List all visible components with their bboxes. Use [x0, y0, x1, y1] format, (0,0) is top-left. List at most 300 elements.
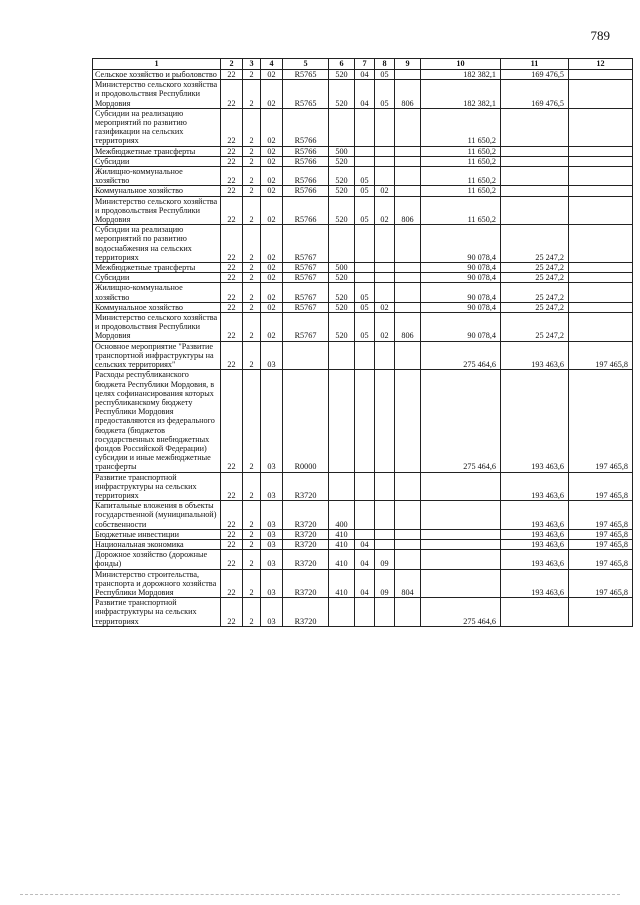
- cell-col-12: [569, 146, 633, 156]
- cell-col-8: [375, 341, 395, 370]
- cell-col-6: 410: [329, 539, 355, 549]
- cell-col-2: 22: [221, 108, 243, 146]
- cell-col-8: [375, 598, 395, 627]
- cell-col-8: 02: [375, 302, 395, 312]
- row-name-cell: Министерство сельского хозяйства и продовольствия Республики Мордовия: [93, 196, 221, 225]
- cell-col-7: 04: [355, 550, 375, 569]
- cell-col-6: 520: [329, 283, 355, 302]
- cell-col-2: 22: [221, 501, 243, 530]
- cell-col-7: [355, 156, 375, 166]
- cell-col-5: R3720: [283, 529, 329, 539]
- cell-col-9: [395, 283, 421, 302]
- cell-col-4: 03: [261, 539, 283, 549]
- cell-col-4: 02: [261, 313, 283, 342]
- cell-col-7: 05: [355, 302, 375, 312]
- cell-col-10: [421, 501, 501, 530]
- cell-col-12: 197 465,8: [569, 472, 633, 501]
- cell-col-5: R3720: [283, 550, 329, 569]
- column-header-6: 6: [329, 59, 355, 70]
- cell-col-10: 11 650,2: [421, 186, 501, 196]
- cell-col-5: R5766: [283, 108, 329, 146]
- cell-col-10: 182 382,1: [421, 70, 501, 80]
- cell-col-12: [569, 273, 633, 283]
- column-header-12: 12: [569, 59, 633, 70]
- cell-col-9: [395, 598, 421, 627]
- cell-col-3: 2: [243, 598, 261, 627]
- cell-col-12: [569, 186, 633, 196]
- cell-col-3: 2: [243, 283, 261, 302]
- cell-col-4: 02: [261, 225, 283, 263]
- table-row: [93, 108, 633, 146]
- cell-col-9: [395, 501, 421, 530]
- cell-col-8: [375, 146, 395, 156]
- cell-col-2: 22: [221, 146, 243, 156]
- cell-col-11: [501, 598, 569, 627]
- cell-col-4: 02: [261, 273, 283, 283]
- cell-col-10: [421, 550, 501, 569]
- cell-col-9: [395, 108, 421, 146]
- cell-col-7: [355, 263, 375, 273]
- cell-col-8: [375, 273, 395, 283]
- cell-col-11: 25 247,2: [501, 313, 569, 342]
- table-row: [93, 70, 633, 80]
- cell-col-10: [421, 529, 501, 539]
- cell-col-4: 02: [261, 302, 283, 312]
- cell-col-2: 22: [221, 529, 243, 539]
- cell-col-3: 2: [243, 529, 261, 539]
- cell-col-6: 520: [329, 302, 355, 312]
- row-name-cell: Субсидии на реализацию мероприятий по развитию газификации на сельских территориях: [93, 108, 221, 146]
- cell-col-7: 05: [355, 283, 375, 302]
- cell-col-9: [395, 273, 421, 283]
- cell-col-10: 275 464,6: [421, 341, 501, 370]
- cell-col-5: R3720: [283, 472, 329, 501]
- cell-col-3: 2: [243, 196, 261, 225]
- cell-col-11: 193 463,6: [501, 472, 569, 501]
- cell-col-10: [421, 569, 501, 598]
- cell-col-7: 04: [355, 569, 375, 598]
- cell-col-9: 806: [395, 313, 421, 342]
- header-row: [93, 59, 633, 70]
- cell-col-6: 520: [329, 313, 355, 342]
- page-number: 789: [590, 28, 610, 43]
- cell-col-5: R5767: [283, 283, 329, 302]
- cell-col-10: 90 078,4: [421, 263, 501, 273]
- cell-col-10: 11 650,2: [421, 167, 501, 186]
- cell-col-8: [375, 529, 395, 539]
- table-row: [93, 313, 633, 342]
- row-name-cell: Субсидии: [93, 273, 221, 283]
- row-name-cell: Министерство строительства, транспорта и дорожного хозяйства Республики Мордовия: [93, 569, 221, 598]
- cell-col-6: 400: [329, 501, 355, 530]
- cell-col-9: 806: [395, 196, 421, 225]
- cell-col-9: [395, 70, 421, 80]
- cell-col-11: 25 247,2: [501, 273, 569, 283]
- table-row: [93, 167, 633, 186]
- cell-col-9: [395, 146, 421, 156]
- cell-col-7: [355, 108, 375, 146]
- cell-col-3: 2: [243, 263, 261, 273]
- cell-col-7: [355, 370, 375, 472]
- cell-col-2: 22: [221, 302, 243, 312]
- cell-col-12: [569, 225, 633, 263]
- cell-col-9: 804: [395, 569, 421, 598]
- cell-col-4: 02: [261, 108, 283, 146]
- cell-col-11: 193 463,6: [501, 501, 569, 530]
- cell-col-3: 2: [243, 80, 261, 109]
- cell-col-8: 05: [375, 80, 395, 109]
- table-row: [93, 501, 633, 530]
- cell-col-3: 2: [243, 273, 261, 283]
- cell-col-3: 2: [243, 225, 261, 263]
- cell-col-4: 02: [261, 283, 283, 302]
- cell-col-6: 520: [329, 167, 355, 186]
- cell-col-7: 05: [355, 167, 375, 186]
- cell-col-11: 25 247,2: [501, 302, 569, 312]
- cell-col-10: 182 382,1: [421, 80, 501, 109]
- cell-col-12: 197 465,8: [569, 341, 633, 370]
- table-row: [93, 156, 633, 166]
- cell-col-6: 500: [329, 263, 355, 273]
- cell-col-9: [395, 302, 421, 312]
- cell-col-11: 25 247,2: [501, 225, 569, 263]
- cell-col-2: 22: [221, 569, 243, 598]
- cell-col-10: 90 078,4: [421, 283, 501, 302]
- cell-col-10: 90 078,4: [421, 273, 501, 283]
- cell-col-7: 04: [355, 80, 375, 109]
- cell-col-4: 03: [261, 569, 283, 598]
- cell-col-5: R5766: [283, 167, 329, 186]
- cell-col-6: 520: [329, 273, 355, 283]
- cell-col-12: 197 465,8: [569, 550, 633, 569]
- cell-col-9: [395, 156, 421, 166]
- cell-col-6: 520: [329, 70, 355, 80]
- cell-col-10: 11 650,2: [421, 146, 501, 156]
- cell-col-8: 09: [375, 569, 395, 598]
- cell-col-7: 04: [355, 539, 375, 549]
- cell-col-9: [395, 167, 421, 186]
- cell-col-8: [375, 283, 395, 302]
- cell-col-5: R5765: [283, 70, 329, 80]
- cell-col-9: [395, 186, 421, 196]
- cell-col-6: 520: [329, 186, 355, 196]
- cell-col-4: 02: [261, 167, 283, 186]
- cell-col-7: [355, 529, 375, 539]
- cell-col-11: 193 463,6: [501, 539, 569, 549]
- cell-col-5: R3720: [283, 539, 329, 549]
- cell-col-5: R5767: [283, 263, 329, 273]
- column-header-8: 8: [375, 59, 395, 70]
- cell-col-7: [355, 472, 375, 501]
- table-row: [93, 472, 633, 501]
- cell-col-8: 05: [375, 70, 395, 80]
- cell-col-6: 520: [329, 80, 355, 109]
- cell-col-8: 09: [375, 550, 395, 569]
- row-name-cell: Основное мероприятие "Развитие транспортной инфраструктуры на сельских территориях": [93, 341, 221, 370]
- cell-col-6: 410: [329, 550, 355, 569]
- cell-col-6: [329, 108, 355, 146]
- cell-col-2: 22: [221, 313, 243, 342]
- cell-col-12: [569, 156, 633, 166]
- cell-col-9: [395, 529, 421, 539]
- cell-col-4: 02: [261, 156, 283, 166]
- cell-col-6: [329, 341, 355, 370]
- cell-col-5: R5766: [283, 196, 329, 225]
- cell-col-5: R5766: [283, 156, 329, 166]
- row-name-cell: Развитие транспортной инфраструктуры на сельских территориях: [93, 472, 221, 501]
- cell-col-11: 193 463,6: [501, 550, 569, 569]
- cell-col-3: 2: [243, 539, 261, 549]
- table-row: [93, 80, 633, 109]
- row-name-cell: Расходы республиканского бюджета Республики Мордовия, в целях софинансирования которых республиканскому бюджету Республики Мордовия предоставляются из федерального бюджета (бюджетов государственных внебюджетных фондов Российской Федерации) субсидии и иные межбюджетные трансферты: [93, 370, 221, 472]
- cell-col-4: 02: [261, 80, 283, 109]
- cell-col-2: 22: [221, 186, 243, 196]
- table-row: [93, 529, 633, 539]
- cell-col-3: 2: [243, 108, 261, 146]
- cell-col-2: 22: [221, 156, 243, 166]
- cell-col-8: [375, 263, 395, 273]
- budget-table: [92, 58, 633, 627]
- cell-col-4: 03: [261, 550, 283, 569]
- cell-col-3: 2: [243, 550, 261, 569]
- cell-col-12: [569, 108, 633, 146]
- table-row: [93, 273, 633, 283]
- cell-col-2: 22: [221, 263, 243, 273]
- column-header-4: 4: [261, 59, 283, 70]
- cell-col-3: 2: [243, 370, 261, 472]
- cell-col-11: [501, 186, 569, 196]
- cell-col-2: 22: [221, 550, 243, 569]
- cell-col-12: 197 465,8: [569, 501, 633, 530]
- cell-col-3: 2: [243, 341, 261, 370]
- cell-col-11: [501, 108, 569, 146]
- cell-col-12: [569, 283, 633, 302]
- cell-col-2: 22: [221, 273, 243, 283]
- cell-col-4: 03: [261, 341, 283, 370]
- cell-col-3: 2: [243, 472, 261, 501]
- cell-col-8: [375, 472, 395, 501]
- table-row: [93, 302, 633, 312]
- cell-col-7: 04: [355, 70, 375, 80]
- row-name-cell: Субсидии: [93, 156, 221, 166]
- cell-col-8: [375, 501, 395, 530]
- cell-col-10: 11 650,2: [421, 108, 501, 146]
- cell-col-3: 2: [243, 501, 261, 530]
- cell-col-9: [395, 550, 421, 569]
- cell-col-7: [355, 273, 375, 283]
- table-row: [93, 186, 633, 196]
- row-name-cell: Дорожное хозяйство (дорожные фонды): [93, 550, 221, 569]
- cell-col-12: [569, 263, 633, 273]
- cell-col-7: 05: [355, 313, 375, 342]
- cell-col-5: R5766: [283, 146, 329, 156]
- cell-col-10: 90 078,4: [421, 313, 501, 342]
- cell-col-8: [375, 370, 395, 472]
- table-body: [93, 70, 633, 627]
- cell-col-12: 197 465,8: [569, 569, 633, 598]
- cell-col-11: 25 247,2: [501, 283, 569, 302]
- cell-col-8: 02: [375, 186, 395, 196]
- cell-col-8: [375, 225, 395, 263]
- cell-col-9: [395, 370, 421, 472]
- cell-col-5: R3720: [283, 598, 329, 627]
- cell-col-3: 2: [243, 569, 261, 598]
- cell-col-2: 22: [221, 225, 243, 263]
- cell-col-3: 2: [243, 302, 261, 312]
- cell-col-2: 22: [221, 539, 243, 549]
- cell-col-12: [569, 196, 633, 225]
- cell-col-9: 806: [395, 80, 421, 109]
- column-header-1: 1: [93, 59, 221, 70]
- cell-col-9: [395, 539, 421, 549]
- row-name-cell: Коммунальное хозяйство: [93, 186, 221, 196]
- cell-col-11: [501, 156, 569, 166]
- cell-col-3: 2: [243, 156, 261, 166]
- cell-col-4: 02: [261, 196, 283, 225]
- cell-col-6: [329, 472, 355, 501]
- cell-col-7: [355, 225, 375, 263]
- cell-col-3: 2: [243, 70, 261, 80]
- table-row: [93, 569, 633, 598]
- cell-col-6: 410: [329, 529, 355, 539]
- cell-col-10: 90 078,4: [421, 225, 501, 263]
- table-row: [93, 146, 633, 156]
- cell-col-5: R3720: [283, 569, 329, 598]
- cell-col-12: 197 465,8: [569, 539, 633, 549]
- cell-col-5: R5766: [283, 186, 329, 196]
- cell-col-10: 275 464,6: [421, 370, 501, 472]
- row-name-cell: Межбюджетные трансферты: [93, 263, 221, 273]
- cell-col-8: 02: [375, 313, 395, 342]
- cell-col-3: 2: [243, 186, 261, 196]
- cell-col-5: R5767: [283, 273, 329, 283]
- row-name-cell: Развитие транспортной инфраструктуры на сельских территориях: [93, 598, 221, 627]
- row-name-cell: Министерство сельского хозяйства и продовольствия Республики Мордовия: [93, 313, 221, 342]
- cell-col-7: [355, 501, 375, 530]
- page-bottom-rule: [20, 894, 620, 895]
- cell-col-2: 22: [221, 196, 243, 225]
- cell-col-4: 03: [261, 598, 283, 627]
- cell-col-9: [395, 472, 421, 501]
- cell-col-8: [375, 108, 395, 146]
- row-name-cell: Субсидии на реализацию мероприятий по развитию водоснабжения на сельских территориях: [93, 225, 221, 263]
- column-header-2: 2: [221, 59, 243, 70]
- cell-col-4: 02: [261, 146, 283, 156]
- cell-col-4: 03: [261, 529, 283, 539]
- cell-col-11: 193 463,6: [501, 529, 569, 539]
- table-row: [93, 370, 633, 472]
- row-name-cell: Национальная экономика: [93, 539, 221, 549]
- cell-col-5: R0000: [283, 370, 329, 472]
- cell-col-6: [329, 225, 355, 263]
- table-row: [93, 341, 633, 370]
- table-row: [93, 196, 633, 225]
- column-header-10: 10: [421, 59, 501, 70]
- cell-col-6: 500: [329, 146, 355, 156]
- cell-col-10: 11 650,2: [421, 196, 501, 225]
- cell-col-12: [569, 80, 633, 109]
- cell-col-6: [329, 370, 355, 472]
- cell-col-12: [569, 302, 633, 312]
- column-header-5: 5: [283, 59, 329, 70]
- cell-col-8: 02: [375, 196, 395, 225]
- cell-col-6: 520: [329, 196, 355, 225]
- cell-col-2: 22: [221, 370, 243, 472]
- table-row: [93, 539, 633, 549]
- cell-col-12: [569, 313, 633, 342]
- cell-col-12: 197 465,8: [569, 529, 633, 539]
- cell-col-12: [569, 167, 633, 186]
- cell-col-11: 193 463,6: [501, 341, 569, 370]
- cell-col-11: [501, 196, 569, 225]
- cell-col-11: [501, 167, 569, 186]
- row-name-cell: Жилищно-коммунальное хозяйство: [93, 283, 221, 302]
- cell-col-2: 22: [221, 598, 243, 627]
- cell-col-5: R5767: [283, 313, 329, 342]
- cell-col-7: [355, 341, 375, 370]
- cell-col-11: 193 463,6: [501, 569, 569, 598]
- cell-col-5: R5767: [283, 225, 329, 263]
- cell-col-3: 2: [243, 167, 261, 186]
- cell-col-7: 05: [355, 196, 375, 225]
- cell-col-4: 02: [261, 186, 283, 196]
- table-row: [93, 598, 633, 627]
- cell-col-8: [375, 156, 395, 166]
- cell-col-6: [329, 598, 355, 627]
- cell-col-8: [375, 539, 395, 549]
- cell-col-9: [395, 341, 421, 370]
- row-name-cell: Коммунальное хозяйство: [93, 302, 221, 312]
- table-row: [93, 263, 633, 273]
- cell-col-10: [421, 539, 501, 549]
- cell-col-6: 520: [329, 156, 355, 166]
- cell-col-6: 410: [329, 569, 355, 598]
- table-row: [93, 550, 633, 569]
- cell-col-4: 02: [261, 263, 283, 273]
- cell-col-4: 02: [261, 70, 283, 80]
- cell-col-9: [395, 225, 421, 263]
- cell-col-5: [283, 341, 329, 370]
- row-name-cell: Межбюджетные трансферты: [93, 146, 221, 156]
- cell-col-9: [395, 263, 421, 273]
- cell-col-4: 03: [261, 501, 283, 530]
- cell-col-8: [375, 167, 395, 186]
- cell-col-11: 169 476,5: [501, 80, 569, 109]
- cell-col-10: 90 078,4: [421, 302, 501, 312]
- column-header-11: 11: [501, 59, 569, 70]
- cell-col-4: 03: [261, 472, 283, 501]
- cell-col-4: 03: [261, 370, 283, 472]
- cell-col-5: R5765: [283, 80, 329, 109]
- cell-col-3: 2: [243, 313, 261, 342]
- cell-col-3: 2: [243, 146, 261, 156]
- row-name-cell: Капитальные вложения в объекты государственной (муниципальной) собственности: [93, 501, 221, 530]
- cell-col-10: 275 464,6: [421, 598, 501, 627]
- row-name-cell: Жилищно-коммунальное хозяйство: [93, 167, 221, 186]
- column-header-7: 7: [355, 59, 375, 70]
- cell-col-12: [569, 70, 633, 80]
- cell-col-12: 197 465,8: [569, 370, 633, 472]
- column-header-3: 3: [243, 59, 261, 70]
- cell-col-2: 22: [221, 472, 243, 501]
- cell-col-2: 22: [221, 167, 243, 186]
- row-name-cell: Бюджетные инвестиции: [93, 529, 221, 539]
- cell-col-2: 22: [221, 70, 243, 80]
- cell-col-5: R5767: [283, 302, 329, 312]
- cell-col-11: [501, 146, 569, 156]
- row-name-cell: Министерство сельского хозяйства и продовольствия Республики Мордовия: [93, 80, 221, 109]
- cell-col-11: 169 476,5: [501, 70, 569, 80]
